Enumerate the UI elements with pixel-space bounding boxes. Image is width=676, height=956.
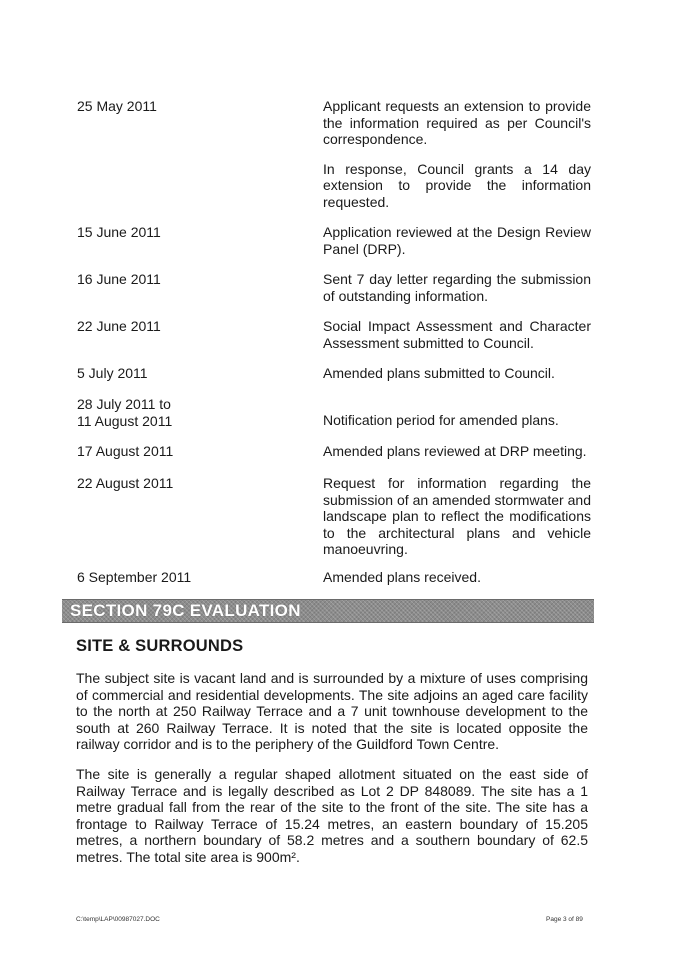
timeline-description-text: Notification period for amended plans.: [323, 412, 559, 428]
timeline-description-text: Social Impact Assessment and Character Assessment submitted to Council.: [323, 318, 591, 351]
section-header-bar: [62, 599, 594, 623]
timeline-description: [323, 443, 591, 460]
timeline-description-text: In response, Council grants a 14 day extension to provide the information requested.: [323, 160, 591, 210]
timeline-description-text: Amended plans submitted to Council.: [323, 365, 555, 381]
timeline-description: [323, 475, 591, 558]
timeline-description-text: Amended plans reviewed at DRP meeting.: [323, 443, 587, 459]
site-paragraph: The site is generally a regular shaped allotment situated on the east side of Railway Terrace and is legally described as Lot 2 DP 848089. The site has a 1 metre gradual fall from the rear of the site to the front of the site. The site has a frontage to Railway Terrace of 15.24 metres, an eastern boundary of 15.205 metres, a northern boundary of 58.2 metres and a southern boundary of 62.5 metres. The total site area is 900m².: [76, 766, 588, 865]
timeline-date: 6 September 2011: [77, 569, 192, 585]
timeline-description: [323, 365, 591, 382]
timeline-description-text: Application reviewed at the Design Review Panel (DRP).: [323, 224, 591, 257]
timeline-description: [323, 412, 591, 429]
timeline-date: 15 June 2011: [77, 224, 161, 240]
timeline-description-text: Sent 7 day letter regarding the submission of outstanding information.: [323, 271, 591, 304]
site-surrounds-heading: SITE & SURROUNDS: [76, 637, 244, 655]
timeline-description-text: Request for information regarding the submission of an amended stormwater and landscape plan to reflect the modifications to the architectural plans and vehicle manoeuvring.: [323, 475, 591, 557]
section-title: SECTION 79C EVALUATION: [70, 601, 301, 620]
site-paragraph: The subject site is vacant land and is surrounded by a mixture of uses comprising of commercial and residential developments. The site adjoins an aged care facility to the north at 250 Railway Terrace and a 7 unit townhouse development to the south at 260 Railway Terrace. It is noted that the site is located opposite the railway corridor and is to the periphery of the Guildford Town Centre.: [76, 670, 588, 753]
timeline-description: [323, 98, 591, 210]
timeline-description: [323, 271, 591, 304]
footer-file-path: C:\temp\LAP\00987027.DOC: [76, 916, 160, 923]
timeline-description-text: Applicant requests an extension to provide the information required as per Council's correspondence.: [323, 98, 591, 147]
timeline-date: 28 July 2011 to 11 August 2011: [77, 396, 173, 429]
timeline-description: [323, 318, 591, 351]
timeline-date: 25 May 2011: [77, 98, 157, 114]
timeline-date: 16 June 2011: [77, 271, 161, 287]
timeline-description: [323, 569, 591, 586]
timeline-date: 22 August 2011: [77, 475, 174, 491]
timeline-date: 5 July 2011: [77, 365, 148, 381]
footer-page-number: Page 3 of 89: [546, 916, 583, 923]
timeline-description: [323, 224, 591, 257]
timeline-date: 17 August 2011: [77, 443, 174, 459]
timeline-description-text: Amended plans received.: [323, 569, 481, 585]
timeline-date: 22 June 2011: [77, 318, 161, 334]
